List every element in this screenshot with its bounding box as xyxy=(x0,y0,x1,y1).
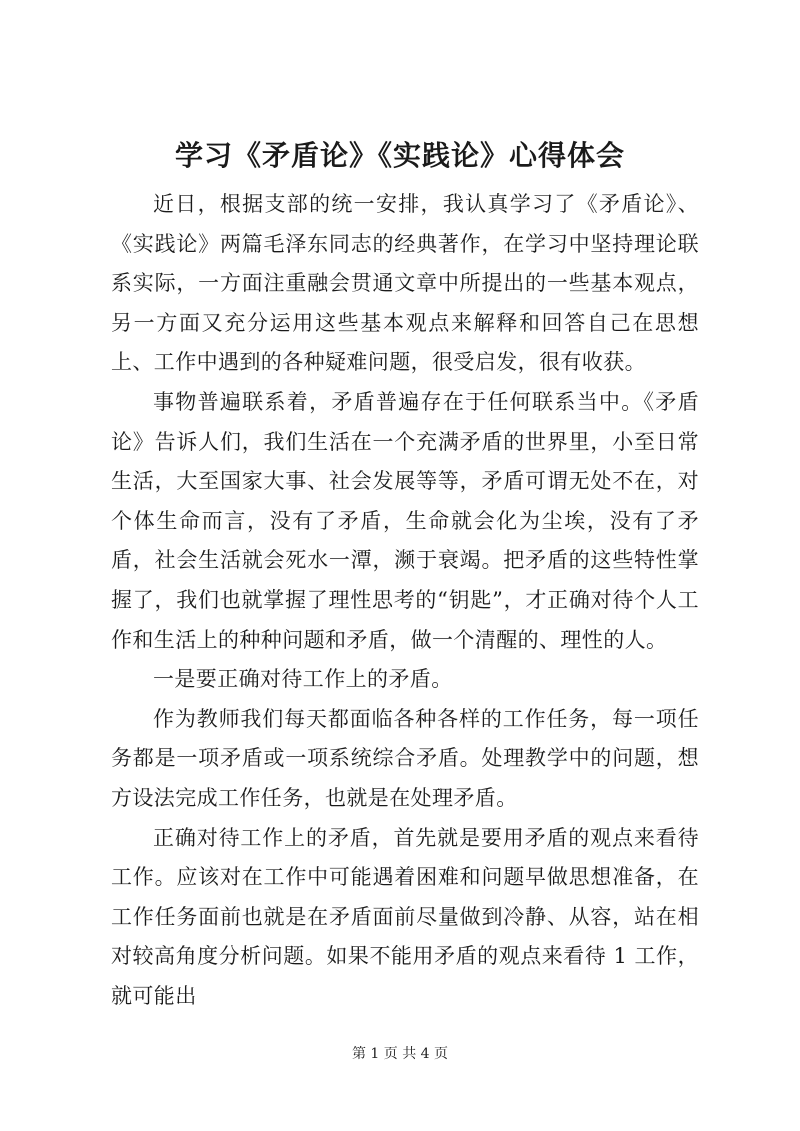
paragraph-point-one: 一是要正确对待工作上的矛盾。 xyxy=(153,667,453,692)
paragraph-handle-work: 正确对待工作上的矛盾，首先就是要用矛盾的观点来看待工作。应该对在工作中可能遇着困难和问题早做思想准备，在工作任务面前也就是在矛盾面前尽量做到冷静、从容，站在相对较高角度分析问题。如果不能用矛盾的观点来看待 1 工作，就可能出 xyxy=(111,825,699,1008)
paragraph-contradiction: 事物普遍联系着，矛盾普遍存在于任何联系当中。《矛盾论》告诉人们，我们生活在一个充满矛盾的世界里，小至日常生活，大至国家大事、社会发展等等，矛盾可谓无处不在，对个体生命而言，没有了矛盾，生命就会化为尘埃，没有了矛盾，社会生活就会死水一潭，濒于衰竭。把矛盾的这些特性掌握了，我们也就掌握了理性思考的“钥匙”，才正确对待个人工作和生活上的种种问题和矛盾，做一个清醒的、理性的人。 xyxy=(111,389,699,652)
document-body xyxy=(111,185,699,1016)
paragraph-intro: 近日，根据支部的统一安排，我认真学习了《矛盾论》、《实践论》两篇毛泽东同志的经典著作，在学习中坚持理论联系实际，一方面注重融会贯通文章中所提出的一些基本观点，另一方面又充分运用这些基本观点来解释和回答自己在思想上、工作中遇到的各种疑难问题，很受启发，很有收获。 xyxy=(111,192,699,375)
paragraph-teacher-work: 作为教师我们每天都面临各种各样的工作任务，每一项任务都是一项矛盾或一项系统综合矛盾。处理教学中的问题，想方设法完成工作任务，也就是在处理矛盾。 xyxy=(111,706,699,810)
page-footer: 第 1 页 共 4 页 xyxy=(351,1046,449,1062)
document-title: 学习《矛盾论》《实践论》心得体会 xyxy=(174,139,625,172)
